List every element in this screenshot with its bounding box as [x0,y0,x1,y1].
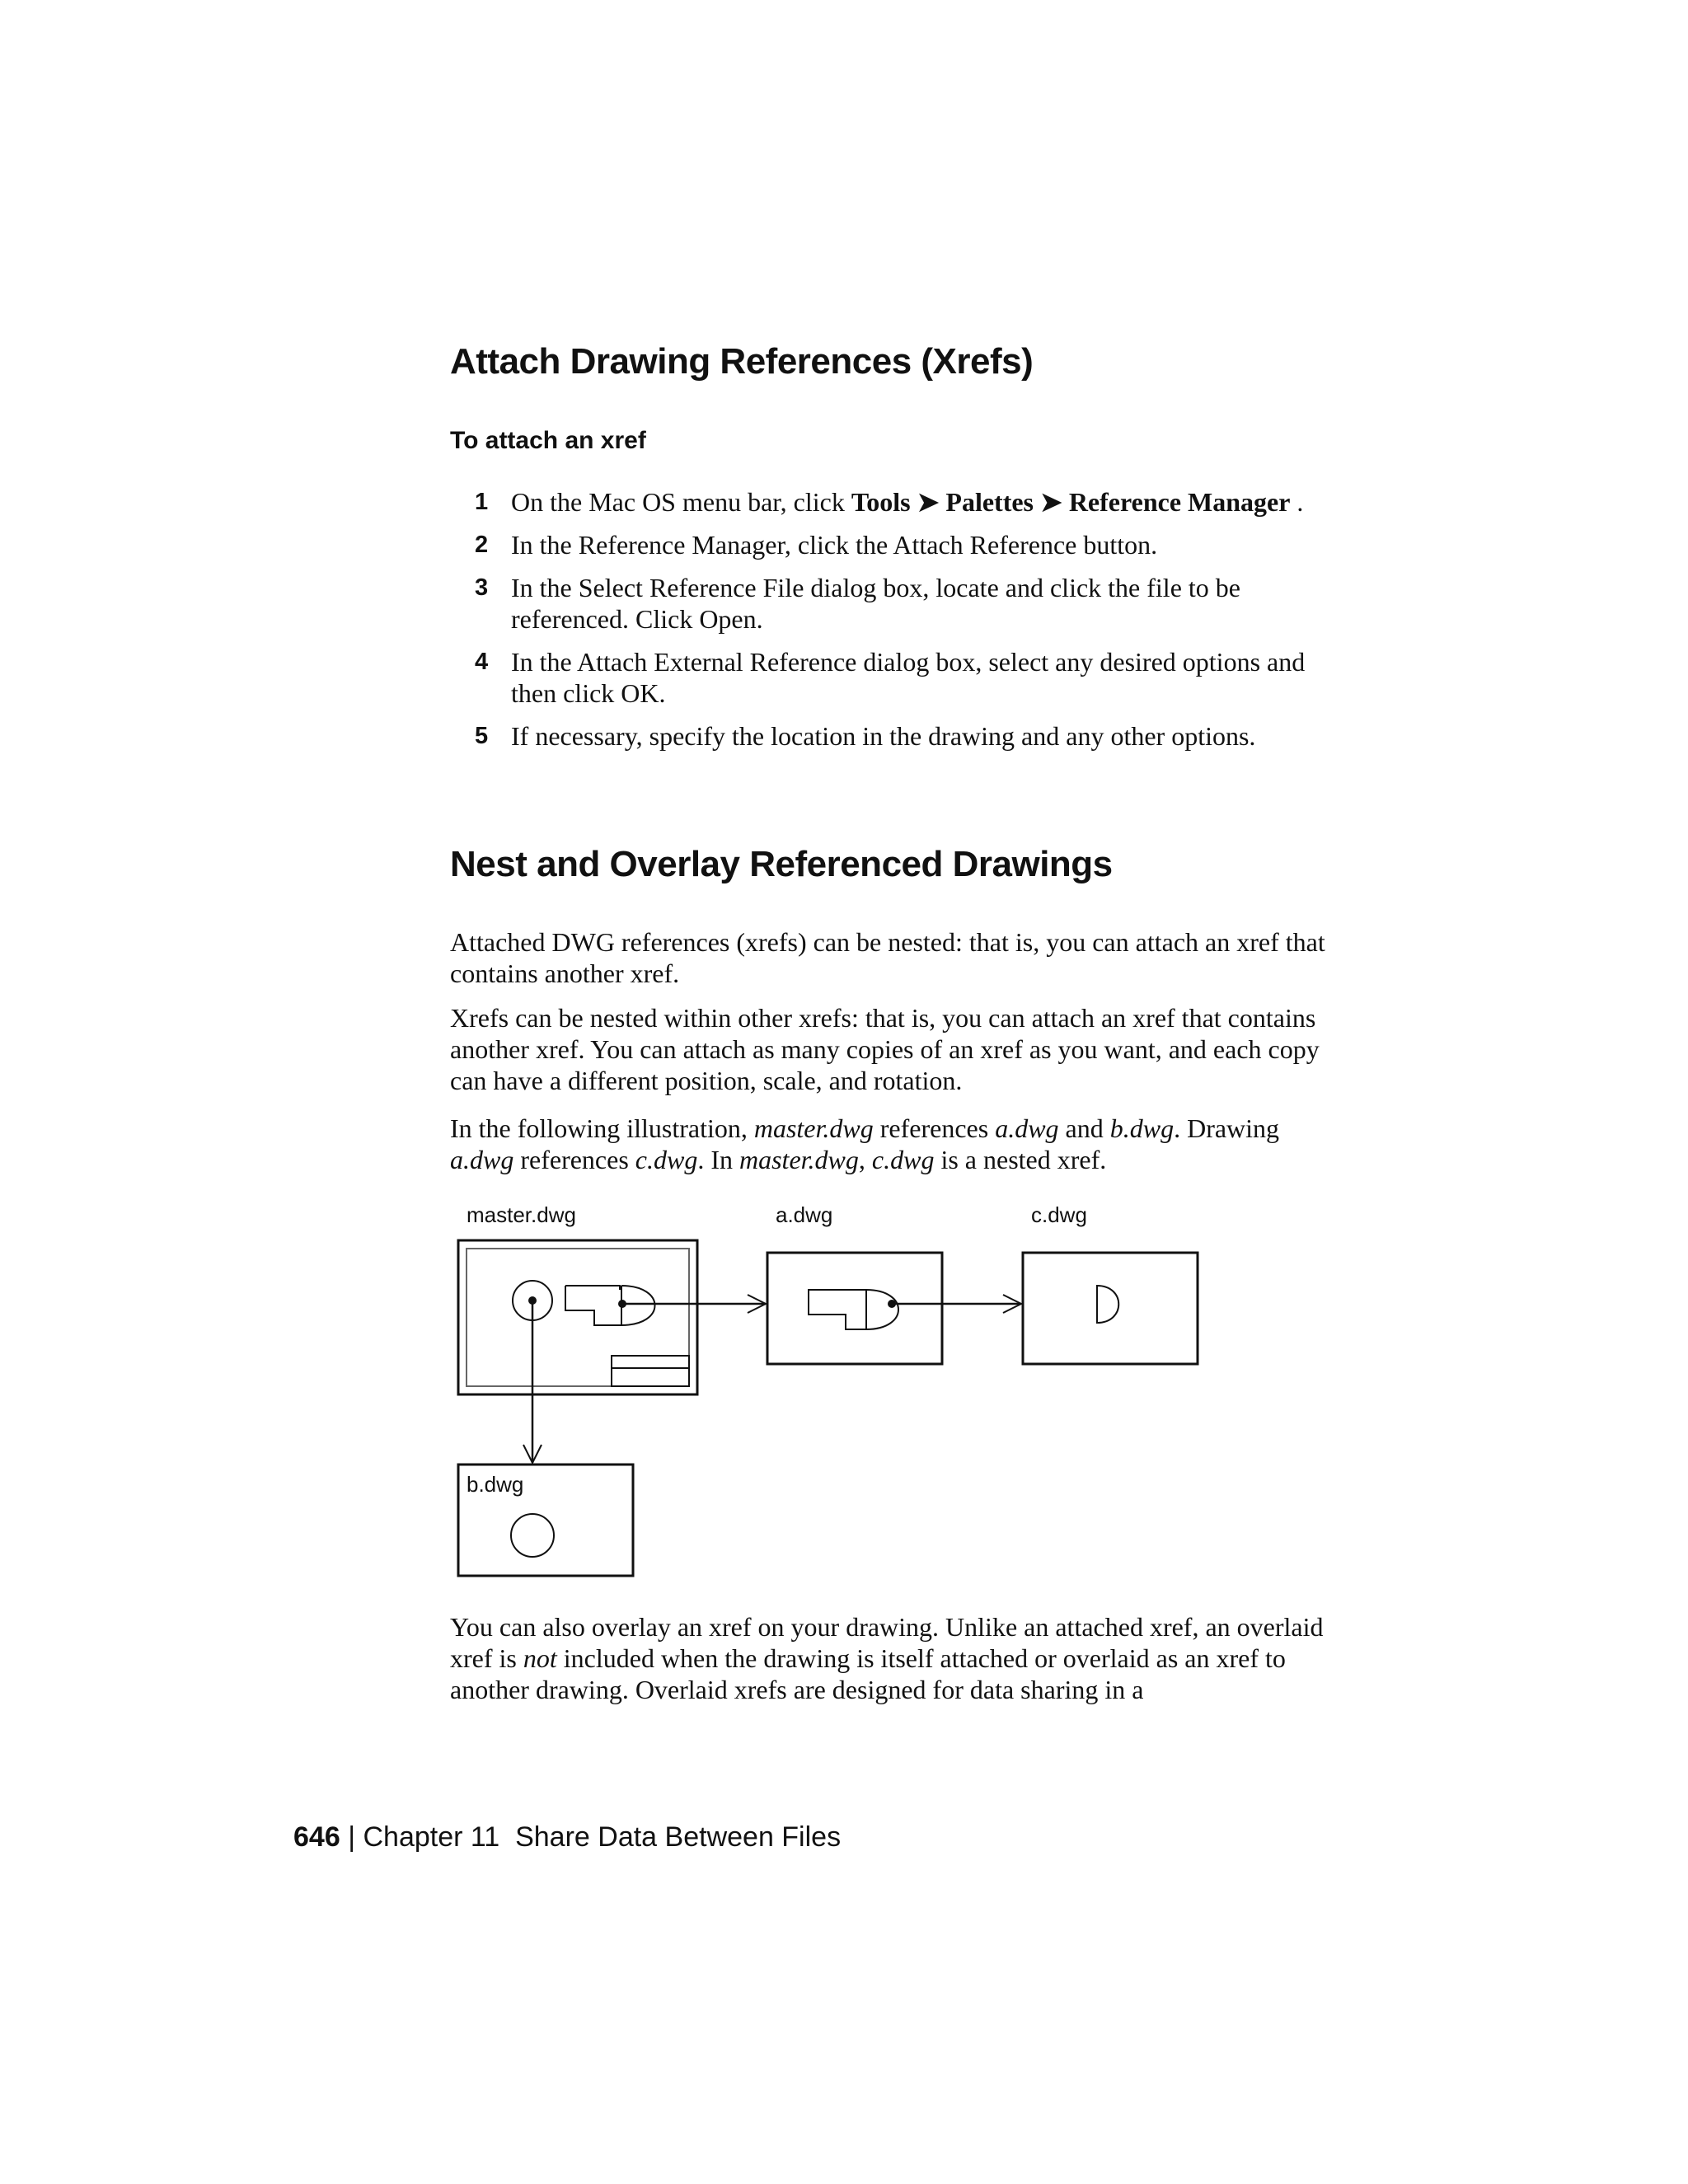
list-item [470,720,1335,752]
step-number: 5 [475,723,489,749]
filename-master: master.dwg [738,1145,859,1174]
text-run: is a nested xref. [934,1145,1107,1174]
list-item [470,486,1335,518]
text-run: You can also overlay an xref on your drawing. Unlike an attached xref, an overlaid xref is [450,1612,1324,1673]
step-number: 3 [475,574,489,601]
filename-master: master.dwg [753,1113,874,1143]
list-item [470,529,1335,560]
filename-c: c.dwg [635,1145,698,1174]
page-footer [293,1821,841,1854]
text-run: . In [697,1145,739,1174]
master-dwg-box [458,1240,697,1394]
diagram-svg [450,1199,1225,1595]
list-item [470,572,1335,635]
step-text [511,487,1303,517]
text-run: references [513,1145,635,1174]
label-b-dwg: b.dwg [467,1472,524,1497]
label-master-dwg: master.dwg [467,1202,576,1227]
step-text-pre: On the Mac OS menu bar, click [511,487,851,517]
paragraph-nested-intro: Attached DWG references (xrefs) can be nested: that is, you can attach an xref that contains another xref. [450,927,1325,988]
filename-c: c.dwg [871,1145,935,1174]
page-number: 646 [293,1821,340,1853]
xref-nesting-diagram [450,1199,1225,1595]
label-c-dwg: c.dwg [1031,1202,1087,1227]
text-run: and [1058,1113,1110,1143]
a-dwg-box [767,1253,942,1364]
footer-divider: | [348,1821,356,1853]
text-run: In the following illustration, [450,1113,754,1143]
paragraph-nested-detail: Xrefs can be nested within other xrefs: that is, you can attach an xref that contains another xref. You can attach as many copies of an xref as you want, and each copy can have a different position, scale, and rotation. [450,1003,1320,1095]
footer-chapter: Chapter 11 [363,1821,500,1853]
menu-separator: ➤ [1040,487,1062,517]
text-run: included when the drawing is itself attached or overlaid as an xref to another drawing. Overlaid xrefs are designed for data sharing in a [450,1643,1286,1704]
text-run: references [873,1113,996,1143]
step-text: In the Select Reference File dialog box, locate and click the file to be referenced. Click Open. [511,573,1240,634]
section-title-attach-xrefs: Attach Drawing References (Xrefs) [450,341,1034,382]
emphasis-not: not [523,1643,557,1673]
label-a-dwg: a.dwg [776,1202,833,1227]
step-number: 2 [475,532,489,558]
menu-separator: ➤ [917,487,940,517]
procedure-title: To attach an xref [450,427,646,454]
section-title-nest-overlay: Nest and Overlay Referenced Drawings [450,844,1113,884]
menu-palettes: Palettes [945,487,1034,517]
paragraph-overlay [450,1611,1336,1705]
footer-chapter-title: Share Data Between Files [515,1821,842,1853]
menu-tools: Tools [851,487,911,517]
list-item [470,646,1335,709]
step-number: 4 [475,649,489,675]
procedure-steps [470,486,1335,763]
step-number: 1 [475,489,489,515]
menu-reference-manager: Reference Manager [1068,487,1291,517]
text-run: , [858,1145,872,1174]
step-text: In the Reference Manager, click the Attach Reference button. [511,530,1158,560]
filename-a: a.dwg [995,1113,1059,1143]
filename-a: a.dwg [450,1145,514,1174]
paragraph-illustration-intro [450,1113,1336,1175]
c-dwg-box [1023,1253,1198,1364]
step-text: In the Attach External Reference dialog box, select any desired options and then click OK. [511,647,1306,708]
step-text-post: . [1290,487,1304,517]
step-text: If necessary, specify the location in the drawing and any other options. [511,721,1256,751]
filename-b: b.dwg [1109,1113,1175,1143]
text-run: . Drawing [1174,1113,1280,1143]
